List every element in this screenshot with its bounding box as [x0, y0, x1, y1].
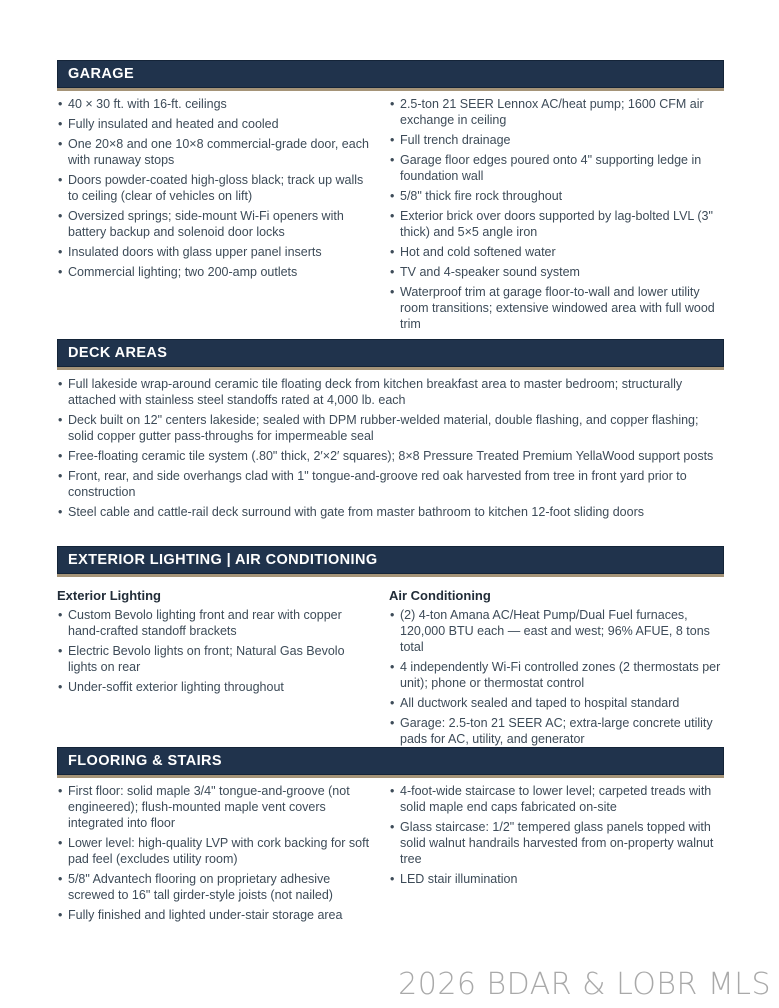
feature-item: • Electric Bevolo lights on front; Natural Gas Bevolo lights on rear — [57, 643, 375, 675]
garage-columns — [57, 96, 724, 336]
feature-item: • Custom Bevolo lighting front and rear with copper hand-crafted standoff brackets — [57, 607, 375, 639]
feature-item: • Fully finished and lighted under-stair storage area — [57, 907, 375, 923]
feature-item: • Doors powder-coated high-gloss black; track up walls to ceiling (clear of vehicles on lift) — [57, 172, 375, 204]
deck-areas-list — [57, 376, 724, 520]
feature-item: • Exterior brick over doors supported by lag-bolted LVL (3" thick) and 5×5 angle iron — [389, 208, 724, 240]
feature-item: • Front, rear, and side overhangs clad with 1" tongue-and-groove red oak harvested from tree in front yard prior to construction — [57, 468, 724, 500]
flooring-right-list — [389, 783, 724, 927]
section-garage — [57, 60, 724, 336]
feature-item: • One 20×8 and one 10×8 commercial-grade door, each with runaway stops — [57, 136, 375, 168]
feature-item: • Hot and cold softened water — [389, 244, 724, 260]
feature-item: • Fully insulated and heated and cooled — [57, 116, 375, 132]
subhead-exterior-lighting: Exterior Lighting — [57, 588, 161, 603]
feature-item: • 4 independently Wi-Fi controlled zones (2 thermostats per unit); phone or thermostat control — [389, 659, 724, 691]
feature-item: • Garage: 2.5-ton 21 SEER AC; extra-large concrete utility pads for AC, utility, and generator — [389, 715, 724, 747]
section-header-exterior-lighting-air-conditioning — [57, 546, 724, 574]
air-conditioning-column — [389, 582, 724, 751]
feature-item: • Lower level: high-quality LVP with cork backing for soft pad feel (excludes utility room) — [57, 835, 375, 867]
section-underline — [57, 574, 724, 577]
section-deck-areas — [57, 339, 724, 524]
feature-item: • 5/8" thick fire rock throughout — [389, 188, 724, 204]
feature-item: • 40 × 30 ft. with 16-ft. ceilings — [57, 96, 375, 112]
garage-right-list — [389, 96, 724, 336]
feature-item: • LED stair illumination — [389, 871, 724, 887]
section-underline — [57, 88, 724, 91]
feature-item: • Full trench drainage — [389, 132, 724, 148]
air-conditioning-list — [389, 607, 724, 747]
section-header-flooring-stairs — [57, 747, 724, 775]
feature-item: • Oversized springs; side-mount Wi-Fi openers with battery backup and solenoid door locks — [57, 208, 375, 240]
feature-item: • Insulated doors with glass upper panel inserts — [57, 244, 375, 260]
feature-item: • Garage floor edges poured onto 4" supporting ledge in foundation wall — [389, 152, 724, 184]
feature-item: • 2.5-ton 21 SEER Lennox AC/heat pump; 1600 CFM air exchange in ceiling — [389, 96, 724, 128]
feature-item: • Steel cable and cattle-rail deck surround with gate from master bathroom to kitchen 12-foot sliding doors — [57, 504, 724, 520]
feature-item: • Waterproof trim at garage floor-to-wall and lower utility room transitions; extensive windowed area with full wood trim — [389, 284, 724, 332]
garage-left-list — [57, 96, 375, 336]
mls-watermark: 2026 BDAR & LOBR MLS — [398, 967, 771, 1002]
flooring-left-list — [57, 783, 375, 927]
feature-item: • All ductwork sealed and taped to hospital standard — [389, 695, 724, 711]
feature-item: • 4-foot-wide staircase to lower level; carpeted treads with solid maple end caps fabricated on-site — [389, 783, 724, 815]
exterior-lighting-list — [57, 607, 375, 695]
section-title-deck-areas: DECK AREAS — [68, 345, 168, 361]
feature-item: • Glass staircase: 1/2" tempered glass panels topped with solid walnut handrails harvested from on-property walnut tree — [389, 819, 724, 867]
section-title-flooring-stairs: FLOORING & STAIRS — [68, 753, 222, 769]
feature-item: • Under-soffit exterior lighting throughout — [57, 679, 375, 695]
feature-item: • TV and 4-speaker sound system — [389, 264, 724, 280]
section-title-garage: GARAGE — [68, 66, 135, 82]
section-flooring-stairs — [57, 747, 724, 927]
feature-item: • 5/8" Advantech flooring on proprietary adhesive screwed to 16" tall girder-style joists (not nailed) — [57, 871, 375, 903]
section-underline — [57, 367, 724, 370]
section-exterior-lighting-air-conditioning — [57, 546, 724, 751]
section-title-exterior-lighting-air-conditioning: EXTERIOR LIGHTING | AIR CONDITIONING — [68, 552, 378, 568]
feature-item: • Commercial lighting; two 200-amp outlets — [57, 264, 375, 280]
subhead-air-conditioning: Air Conditioning — [389, 588, 491, 603]
exterior-lighting-column — [57, 582, 375, 751]
ext-columns — [57, 582, 724, 751]
feature-item: • (2) 4-ton Amana AC/Heat Pump/Dual Fuel furnaces, 120,000 BTU each — east and west; 96% AFUE, 8 tons total — [389, 607, 724, 655]
section-header-deck-areas — [57, 339, 724, 367]
flooring-columns — [57, 783, 724, 927]
feature-item: • Full lakeside wrap-around ceramic tile floating deck from kitchen breakfast area to master bedroom; structurally attached with stainless steel standoffs rated at 4,000 lb. each — [57, 376, 724, 408]
feature-item: • First floor: solid maple 3/4" tongue-and-groove (not engineered); flush-mounted maple vent covers integrated into floor — [57, 783, 375, 831]
section-header-garage — [57, 60, 724, 88]
feature-item: • Deck built on 12" centers lakeside; sealed with DPM rubber-welded material, double flashing, and copper flashing; solid copper gutter pass-throughs for impermeable seal — [57, 412, 724, 444]
feature-item: • Free-floating ceramic tile system (.80" thick, 2′×2′ squares); 8×8 Pressure Treated Premium YellaWood support posts — [57, 448, 724, 464]
section-underline — [57, 775, 724, 778]
